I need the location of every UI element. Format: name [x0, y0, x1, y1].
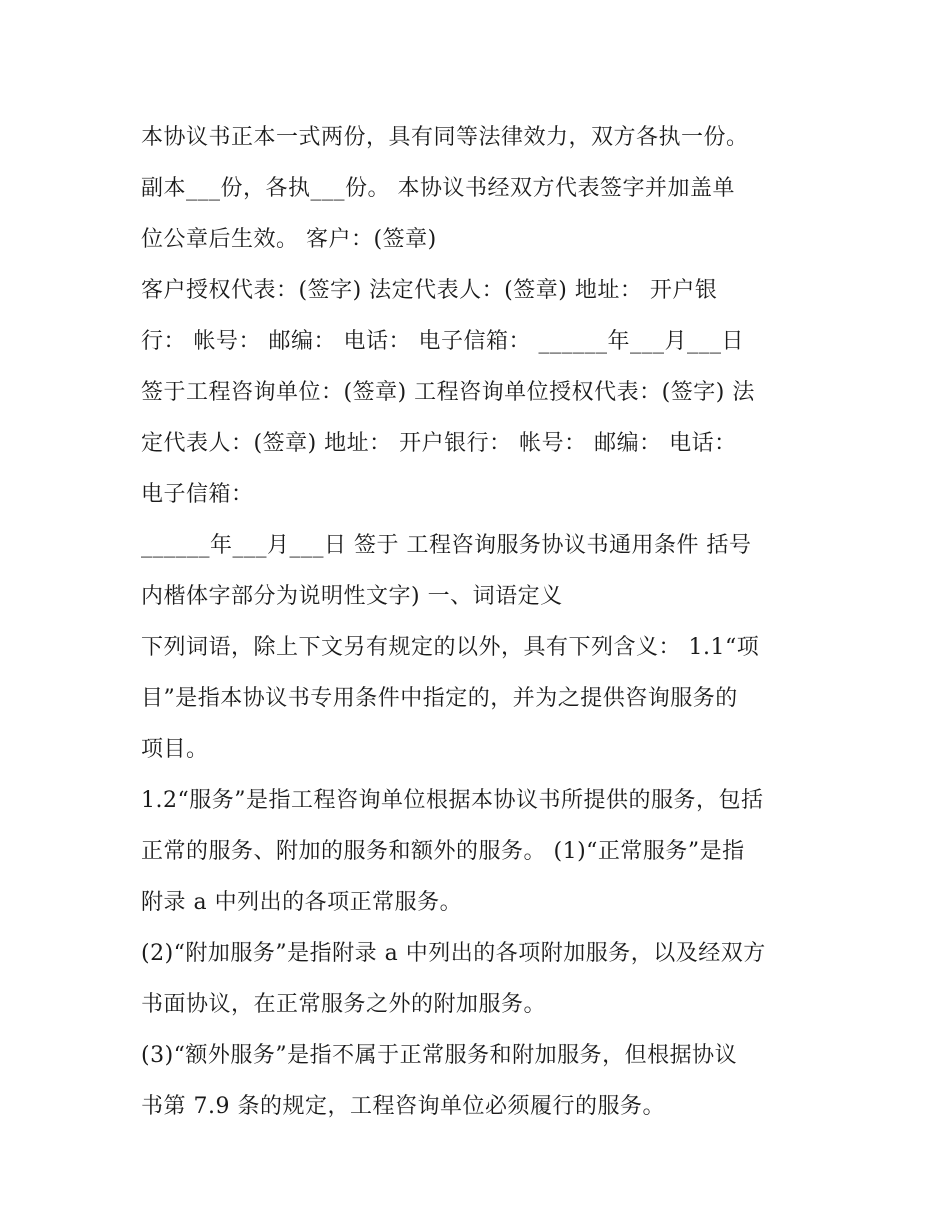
text-line: 内楷体字部分为说明性文字) 一、词语定义 — [141, 584, 563, 609]
text-line: 目”是指本协议书专用条件中指定的，并为之提供咨询服务的 — [141, 686, 738, 711]
text-line: 本协议书正本一式两份，具有同等法律效力，双方各执一份。 — [141, 125, 749, 150]
text-line: 电子信箱： — [141, 482, 254, 507]
text-line: 行： 帐号： 邮编： 电话： 电子信箱： ______年___月___日 — [141, 329, 744, 354]
text-line: 签于工程咨询单位：(签章) 工程咨询单位授权代表：(签字) 法 — [141, 380, 755, 405]
text-line: 书面协议，在正常服务之外的附加服务。 — [141, 992, 547, 1017]
text-line: 1.2“服务”是指工程咨询单位根据本协议书所提供的服务，包括 — [141, 788, 764, 813]
text-line: 副本___份，各执___份。 本协议书经双方代表签字并加盖单 — [141, 176, 735, 201]
text-line: ______年___月___日 签于 工程咨询服务协议书通用条件 括号 — [141, 533, 752, 558]
text-line: (3)“额外服务”是指不属于正常服务和附加服务，但根据协议 — [141, 1043, 738, 1068]
text-line: 书第 7.9 条的规定，工程咨询单位必须履行的服务。 — [141, 1094, 665, 1119]
text-line: 客户授权代表：(签字) 法定代表人：(签章) 地址： 开户银 — [141, 278, 718, 303]
document-body — [141, 112, 821, 1132]
text-line: 定代表人：(签章) 地址： 开户银行： 帐号： 邮编： 电话： — [141, 431, 737, 456]
text-line: 附录 a 中列出的各项正常服务。 — [141, 890, 463, 915]
text-line: 正常的服务、附加的服务和额外的服务。 (1)“正常服务”是指 — [141, 839, 745, 864]
text-line: (2)“附加服务”是指附录 a 中列出的各项附加服务，以及经双方 — [141, 941, 766, 966]
text-line: 下列词语，除上下文另有规定的以外，具有下列含义： 1.1“项 — [141, 635, 760, 660]
text-line: 位公章后生效。 客户：(签章) — [141, 227, 437, 252]
text-line: 项目。 — [141, 737, 209, 762]
